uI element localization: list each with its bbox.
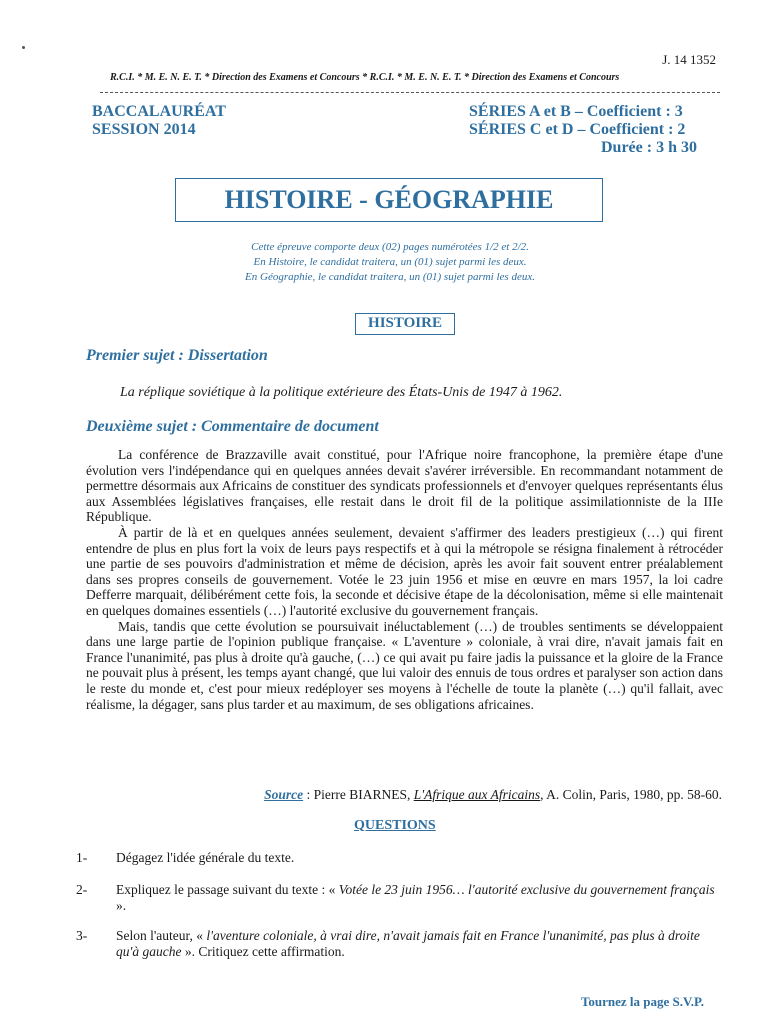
exam-info (92, 103, 226, 139)
question-number: 1- (76, 850, 88, 865)
document-source (200, 787, 722, 803)
exam-session: SESSION 2014 (92, 121, 196, 138)
scan-speck (22, 46, 25, 49)
question-quote: Votée le 23 juin 1956… l'autorité exclusive du gouvernement français (338, 882, 715, 897)
questions-heading: QUESTIONS (354, 818, 436, 833)
question-number: 3- (76, 928, 88, 943)
question-text: Selon l'auteur, « l'aventure coloniale, à vrai dire, n'avait jamais fait en France l'unanimité, pas plus à droite qu'à gauche ». Critiquez cette affirmation. (116, 928, 700, 959)
instruction-line: Cette épreuve comporte deux (02) pages numérotées 1/2 et 2/2. (251, 241, 529, 253)
document-paragraph: À partir de là et en quelques années seulement, devaient s'affirmer des leaders prestigieux (…) qui firent entendre de plus en plus fort la voix de leurs pays respectifs et à qui la métropole se résigna finalement à rétrocéder une partie de ses pouvoirs d'administration et même de décision, après les avoir fait souvent entrer préalablement dans ses propres conseils de gouvernement. Votée le 23 juin 1956 et mise en œuvre en mars 1957, la loi cadre Defferre marquait, délibérément cette fois, la seconde et décisive étape de la décolonisation, même si elle maintenait en quelques domaines essentiels (…) l'autorité exclusive du gouvernement français. (86, 524, 723, 618)
subject1-text: La réplique soviétique à la politique extérieure des États-Unis de 1947 à 1962. (120, 385, 563, 400)
document-paragraph: Mais, tandis que cette évolution se poursuivait inéluctablement (…) de troubles sentiments se développaient dans une large partie de l'opinion publique française. « L'aventure » coloniale, à vrai dire, n'avait jamais fait en France l'unanimité, pas plus à droite qu'à gauche, (…) ce qui avait pu faire jadis la puissance et la gloire de la France ne pouvait plus à présent, les temps ayant changé, que lui valoir des ennuis de tous ordres et paralyser son action dans le reste du monde et, c'est pour mieux redéployer ses moyens à l'échelle de toute la planète (…) qu'il fallait, avec réalisme, la dégager, sans plus tarder et au maximum, de ses obligations africaines. (86, 618, 723, 712)
exam-reference: J. 14 1352 (662, 52, 716, 67)
institution-line: R.C.I. * M. E. N. E. T. * Direction des Examens et Concours * R.C.I. * M. E. N. E. T. * Direction des Examens et Concours (110, 72, 620, 83)
series-cd: SÉRIES C et D – Coefficient : 2 (469, 121, 686, 138)
document-paragraph: La conférence de Brazzaville avait constitué, pour l'Afrique noire francophone, la première étape d'une évolution vers l'indépendance qui en quelques années devait s'avérer irréversible. En recommandant notamment de permettre désormais aux Africains de constituer des syndicats professionnels et d'envoyer quelques représentants élus aux Assemblées législatives françaises, elle restait dans le droit fil de la politique assimilationniste de la IIIe République. (86, 447, 723, 525)
instruction-line: En Géographie, le candidat traitera, un (01) sujet parmi les deux. (245, 271, 535, 283)
document-text (86, 447, 723, 712)
source-book: L'Afrique aux Africains (413, 787, 541, 802)
instruction-line: En Histoire, le candidat traitera, un (01) sujet parmi les deux. (253, 256, 527, 268)
question-text: Expliquez le passage suivant du texte : « Votée le 23 juin 1956… l'autorité exclusive du gouvernement français ». (116, 882, 715, 913)
source-rest: , A. Colin, Paris, 1980, pp. 58-60. (540, 787, 722, 802)
series-info (469, 103, 697, 157)
instructions (120, 240, 660, 285)
subject1-heading: Premier sujet : Dissertation (86, 347, 268, 364)
page-title: HISTOIRE - GÉOGRAPHIE (175, 178, 603, 222)
source-label: Source (264, 787, 304, 802)
turn-page-note: Tournez la page S.V.P. (580, 994, 704, 1009)
question-quote: l'aventure coloniale, à vrai dire, n'avait jamais fait en France l'unanimité, pas plus à droite qu'à gauche (116, 928, 700, 959)
question-number: 2- (76, 882, 88, 897)
exam-name: BACCALAURÉAT (92, 103, 226, 120)
section-heading: HISTOIRE (355, 313, 455, 335)
header-divider (100, 92, 720, 93)
subject2-heading: Deuxième sujet : Commentaire de document (86, 418, 379, 435)
source-author: : Pierre BIARNES, (303, 787, 414, 802)
duration: Durée : 3 h 30 (601, 139, 697, 156)
question-text: Dégagez l'idée générale du texte. (116, 850, 295, 865)
series-ab: SÉRIES A et B – Coefficient : 3 (469, 103, 683, 120)
